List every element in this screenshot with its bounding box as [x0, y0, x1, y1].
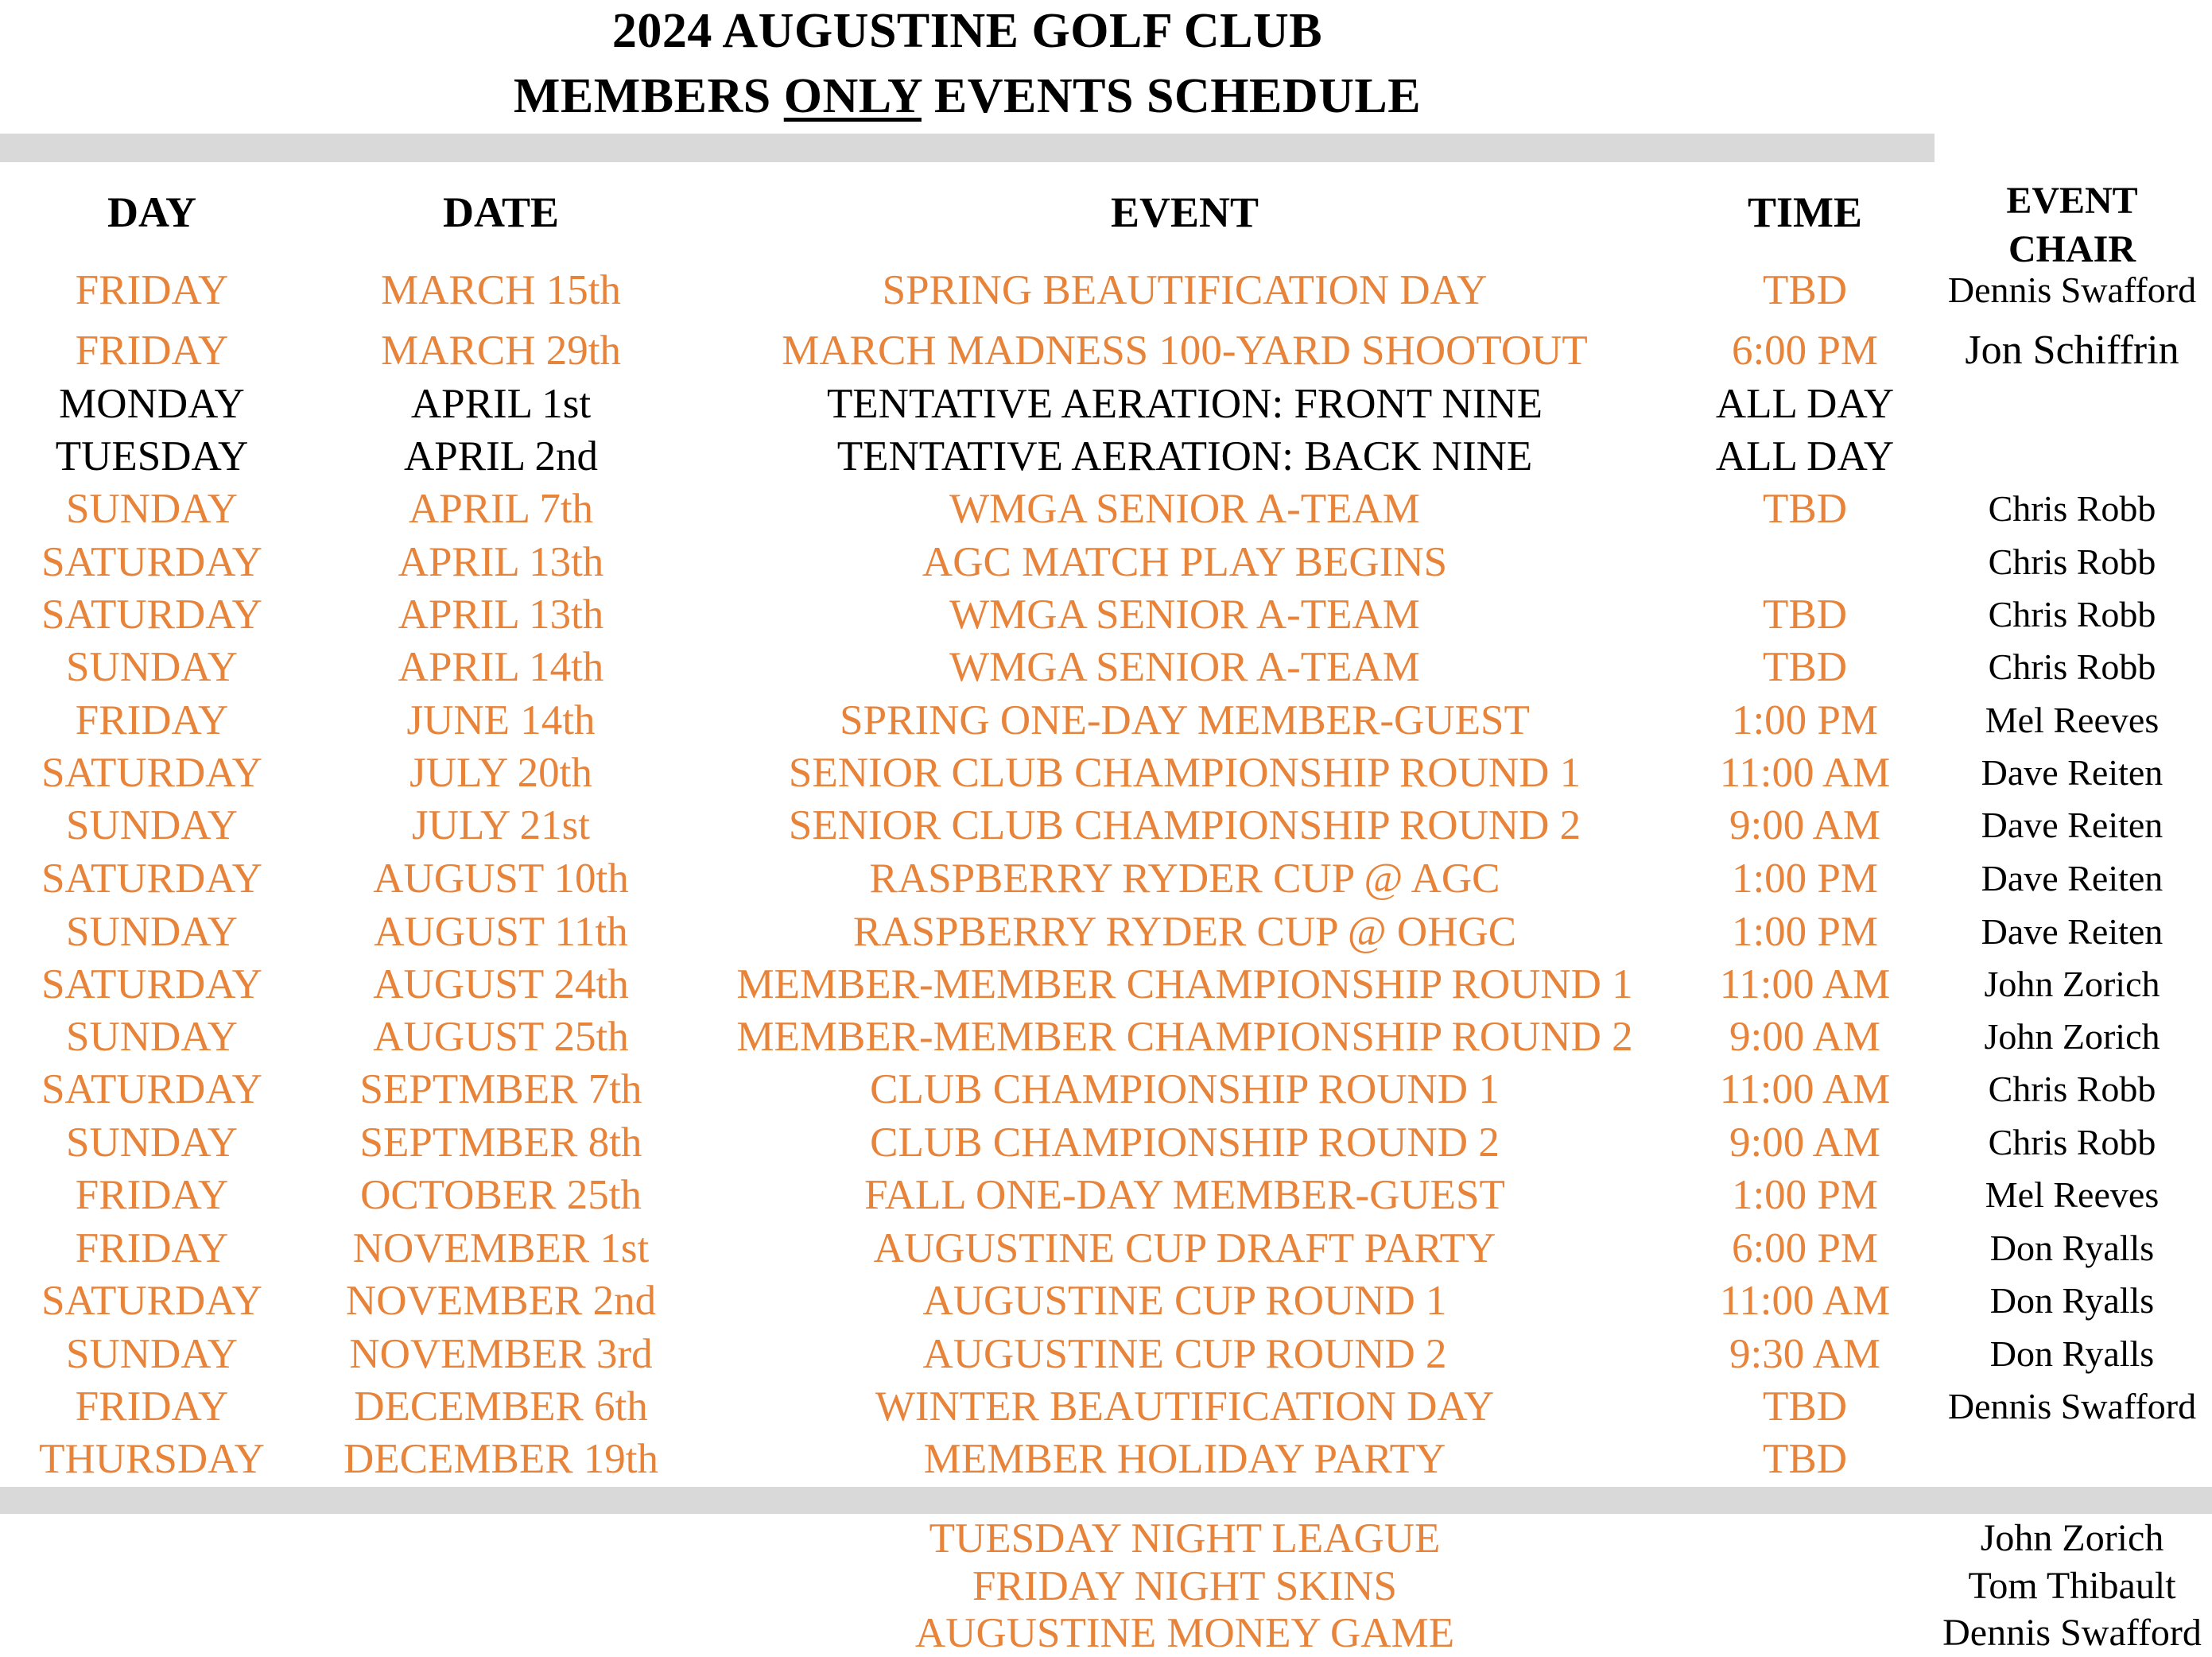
table-row: [0, 378, 2212, 430]
table-row: [0, 536, 2212, 588]
cell-day: MONDAY: [59, 381, 245, 427]
cell-day: FRIDAY: [75, 328, 229, 374]
table-row: [0, 588, 2212, 641]
table-row: [0, 1063, 2212, 1116]
chair-header-line-1: EVENT: [2006, 180, 2138, 222]
cell-event-chair: Chris Robb: [1988, 646, 2156, 687]
cell-day: SATURDAY: [41, 1278, 262, 1324]
cell-event-chair: Chris Robb: [1988, 541, 2156, 582]
cell-time: TBD: [1763, 267, 1847, 313]
cell-date: APRIL 13th: [398, 539, 604, 585]
cell-time: 6:00 PM: [1731, 1225, 1879, 1271]
cell-day: SATURDAY: [41, 539, 262, 585]
cell-day: FRIDAY: [75, 1383, 229, 1430]
cell-time: 11:00 AM: [1719, 1066, 1891, 1112]
cell-event-chair: Chris Robb: [1988, 1069, 2156, 1109]
cell-time: ALL DAY: [1715, 381, 1895, 427]
cell-day: SATURDAY: [41, 1066, 262, 1112]
cell-day: SATURDAY: [41, 750, 262, 796]
cell-event-chair: Dave Reiten: [1981, 911, 2163, 952]
page-subtitle: [0, 68, 1935, 125]
table-row: [0, 1433, 2212, 1485]
cell-day: SUNDAY: [66, 1331, 238, 1377]
cell-date: AUGUST 10th: [373, 856, 629, 902]
cell-date: APRIL 13th: [398, 592, 604, 638]
cell-day: SATURDAY: [41, 592, 262, 638]
recurring-row: [0, 1609, 2212, 1657]
cell-event: SENIOR CLUB CHAMPIONSHIP ROUND 2: [788, 802, 1581, 848]
cell-event: WMGA SENIOR A-TEAM: [949, 644, 1420, 690]
table-row: [0, 799, 2212, 852]
cell-date: APRIL 2nd: [404, 433, 598, 479]
recurring-event-chair: Dennis Swafford: [1942, 1612, 2202, 1654]
cell-event: SPRING BEAUTIFICATION DAY: [882, 267, 1488, 313]
subtitle-suffix: EVENTS SCHEDULE: [921, 69, 1422, 123]
cell-event: RASPBERRY RYDER CUP @ OHGC: [852, 909, 1517, 955]
cell-event: TENTATIVE AERATION: FRONT NINE: [826, 381, 1543, 427]
chair-header-line-2: CHAIR: [2008, 227, 2136, 270]
cell-event-chair: Dennis Swafford: [1947, 270, 2197, 310]
cell-event: SPRING ONE-DAY MEMBER-GUEST: [840, 697, 1530, 743]
table-row: [0, 430, 2212, 483]
recurring-event-name: TUESDAY NIGHT LEAGUE: [929, 1515, 1441, 1562]
cell-day: SUNDAY: [66, 486, 238, 532]
cell-day: TUESDAY: [55, 433, 249, 479]
column-header-time: TIME: [1747, 188, 1863, 236]
cell-event: CLUB CHAMPIONSHIP ROUND 2: [870, 1120, 1500, 1166]
column-header-day: DAY: [107, 188, 197, 236]
table-row: [0, 1328, 2212, 1380]
cell-day: SUNDAY: [66, 1014, 238, 1060]
cell-date: MARCH 29th: [381, 328, 621, 374]
cell-time: ALL DAY: [1715, 433, 1895, 479]
table-row: [0, 483, 2212, 535]
cell-event-chair: Dennis Swafford: [1947, 1386, 2197, 1426]
cell-date: APRIL 14th: [398, 644, 604, 690]
table-row: [0, 324, 2212, 377]
cell-event: SENIOR CLUB CHAMPIONSHIP ROUND 1: [788, 750, 1581, 796]
table-row: [0, 1222, 2212, 1275]
cell-event: MEMBER-MEMBER CHAMPIONSHIP ROUND 1: [736, 961, 1633, 1007]
column-header-date: DATE: [442, 188, 560, 236]
cell-date: OCTOBER 25th: [360, 1172, 642, 1218]
cell-event: WMGA SENIOR A-TEAM: [949, 592, 1420, 638]
cell-event: MEMBER-MEMBER CHAMPIONSHIP ROUND 2: [736, 1014, 1633, 1060]
cell-event: AUGUSTINE CUP DRAFT PARTY: [873, 1225, 1496, 1271]
cell-time: TBD: [1763, 1383, 1847, 1430]
table-row: [0, 1275, 2212, 1327]
cell-day: SUNDAY: [66, 644, 238, 690]
cell-day: SUNDAY: [66, 909, 238, 955]
cell-event-chair: Dave Reiten: [1981, 858, 2163, 898]
cell-event: TENTATIVE AERATION: BACK NINE: [836, 433, 1533, 479]
cell-date: AUGUST 25th: [373, 1014, 629, 1060]
cell-event: AUGUSTINE CUP ROUND 1: [922, 1278, 1447, 1324]
cell-day: SUNDAY: [66, 802, 238, 848]
cell-time: 11:00 AM: [1719, 961, 1891, 1007]
cell-date: SEPTMBER 8th: [359, 1120, 642, 1166]
cell-day: SATURDAY: [41, 856, 262, 902]
cell-time: 9:00 AM: [1729, 1014, 1880, 1060]
cell-time: 9:00 AM: [1729, 802, 1880, 848]
title-line-1: 2024 AUGUSTINE GOLF CLUB: [611, 4, 1323, 58]
cell-time: TBD: [1763, 644, 1847, 690]
cell-time: TBD: [1763, 486, 1847, 532]
column-header-event: EVENT: [1110, 188, 1259, 236]
cell-event-chair: Chris Robb: [1988, 488, 2156, 529]
cell-date: DECEMBER 19th: [343, 1436, 659, 1482]
cell-event-chair: Mel Reeves: [1985, 700, 2160, 740]
cell-event-chair: Dave Reiten: [1981, 752, 2163, 793]
cell-date: APRIL 1st: [410, 381, 592, 427]
cell-event: WINTER BEAUTIFICATION DAY: [875, 1383, 1495, 1430]
cell-date: JULY 20th: [409, 750, 592, 796]
cell-date: JUNE 14th: [406, 697, 596, 743]
cell-day: SUNDAY: [66, 1120, 238, 1166]
cell-event: WMGA SENIOR A-TEAM: [949, 486, 1420, 532]
cell-time: 11:00 AM: [1719, 1278, 1891, 1324]
cell-date: AUGUST 24th: [373, 961, 629, 1007]
cell-time: 1:00 PM: [1731, 1172, 1879, 1218]
recurring-event-name: AUGUSTINE MONEY GAME: [914, 1610, 1455, 1656]
cell-event: MEMBER HOLIDAY PARTY: [923, 1436, 1446, 1482]
subtitle-underlined-word: ONLY: [783, 69, 922, 123]
cell-time: TBD: [1763, 1436, 1847, 1482]
bottom-divider-bar: [0, 1487, 2212, 1514]
table-row: [0, 1011, 2212, 1063]
cell-event: AGC MATCH PLAY BEGINS: [922, 539, 1448, 585]
cell-event: AUGUSTINE CUP ROUND 2: [922, 1331, 1447, 1377]
page-title: [0, 3, 1935, 60]
recurring-row: [0, 1562, 2212, 1610]
table-row: [0, 958, 2212, 1011]
cell-event-chair: Don Ryalls: [1989, 1333, 2155, 1374]
cell-day: FRIDAY: [75, 1172, 229, 1218]
cell-time: 9:00 AM: [1729, 1120, 1880, 1166]
table-row: [0, 694, 2212, 747]
cell-event: MARCH MADNESS 100-YARD SHOOTOUT: [782, 328, 1588, 374]
subtitle-prefix: MEMBERS: [513, 69, 784, 123]
table-row: [0, 852, 2212, 905]
cell-date: JULY 21st: [412, 802, 590, 848]
table-row: [0, 747, 2212, 799]
cell-event: CLUB CHAMPIONSHIP ROUND 1: [870, 1066, 1500, 1112]
cell-date: DECEMBER 6th: [354, 1383, 648, 1430]
recurring-row: [0, 1515, 2212, 1562]
cell-time: 1:00 PM: [1731, 697, 1879, 743]
cell-date: NOVEMBER 1st: [352, 1225, 650, 1271]
cell-event: RASPBERRY RYDER CUP @ AGC: [869, 856, 1500, 902]
table-row: [0, 1169, 2212, 1221]
cell-event-chair: Chris Robb: [1988, 1122, 2156, 1162]
table-row: [0, 641, 2212, 693]
table-row: [0, 264, 2212, 316]
recurring-event-name: FRIDAY NIGHT SKINS: [972, 1563, 1397, 1609]
cell-date: NOVEMBER 3rd: [349, 1331, 653, 1377]
cell-time: 1:00 PM: [1731, 856, 1879, 902]
cell-day: SATURDAY: [41, 961, 262, 1007]
recurring-event-chair: John Zorich: [1980, 1517, 2164, 1559]
cell-date: APRIL 7th: [408, 486, 594, 532]
cell-time: 11:00 AM: [1719, 750, 1891, 796]
cell-date: AUGUST 11th: [374, 909, 628, 955]
cell-date: SEPTMBER 7th: [359, 1066, 642, 1112]
top-divider-bar: [0, 134, 1935, 162]
cell-event-chair: Mel Reeves: [1985, 1174, 2160, 1215]
cell-time: 6:00 PM: [1731, 328, 1879, 374]
cell-day: THURSDAY: [39, 1436, 265, 1482]
table-row: [0, 1116, 2212, 1169]
cell-time: 1:00 PM: [1731, 909, 1879, 955]
cell-day: FRIDAY: [75, 697, 229, 743]
table-row: [0, 1380, 2212, 1433]
cell-event-chair: Don Ryalls: [1989, 1228, 2155, 1268]
cell-day: FRIDAY: [75, 267, 229, 313]
cell-time: 9:30 AM: [1729, 1331, 1880, 1377]
recurring-event-chair: Tom Thibault: [1968, 1565, 2176, 1607]
cell-day: FRIDAY: [75, 1225, 229, 1271]
cell-event-chair: John Zorich: [1984, 1016, 2160, 1057]
cell-date: NOVEMBER 2nd: [345, 1278, 657, 1324]
table-row: [0, 906, 2212, 958]
cell-event-chair: Don Ryalls: [1989, 1280, 2155, 1321]
cell-date: MARCH 15th: [381, 267, 621, 313]
cell-event-chair: Dave Reiten: [1981, 805, 2163, 845]
cell-event: FALL ONE-DAY MEMBER-GUEST: [864, 1172, 1505, 1218]
cell-event-chair: Jon Schiffrin: [1965, 328, 2179, 373]
cell-event-chair: John Zorich: [1984, 964, 2160, 1004]
cell-event-chair: Chris Robb: [1988, 594, 2156, 634]
cell-time: TBD: [1763, 592, 1847, 638]
